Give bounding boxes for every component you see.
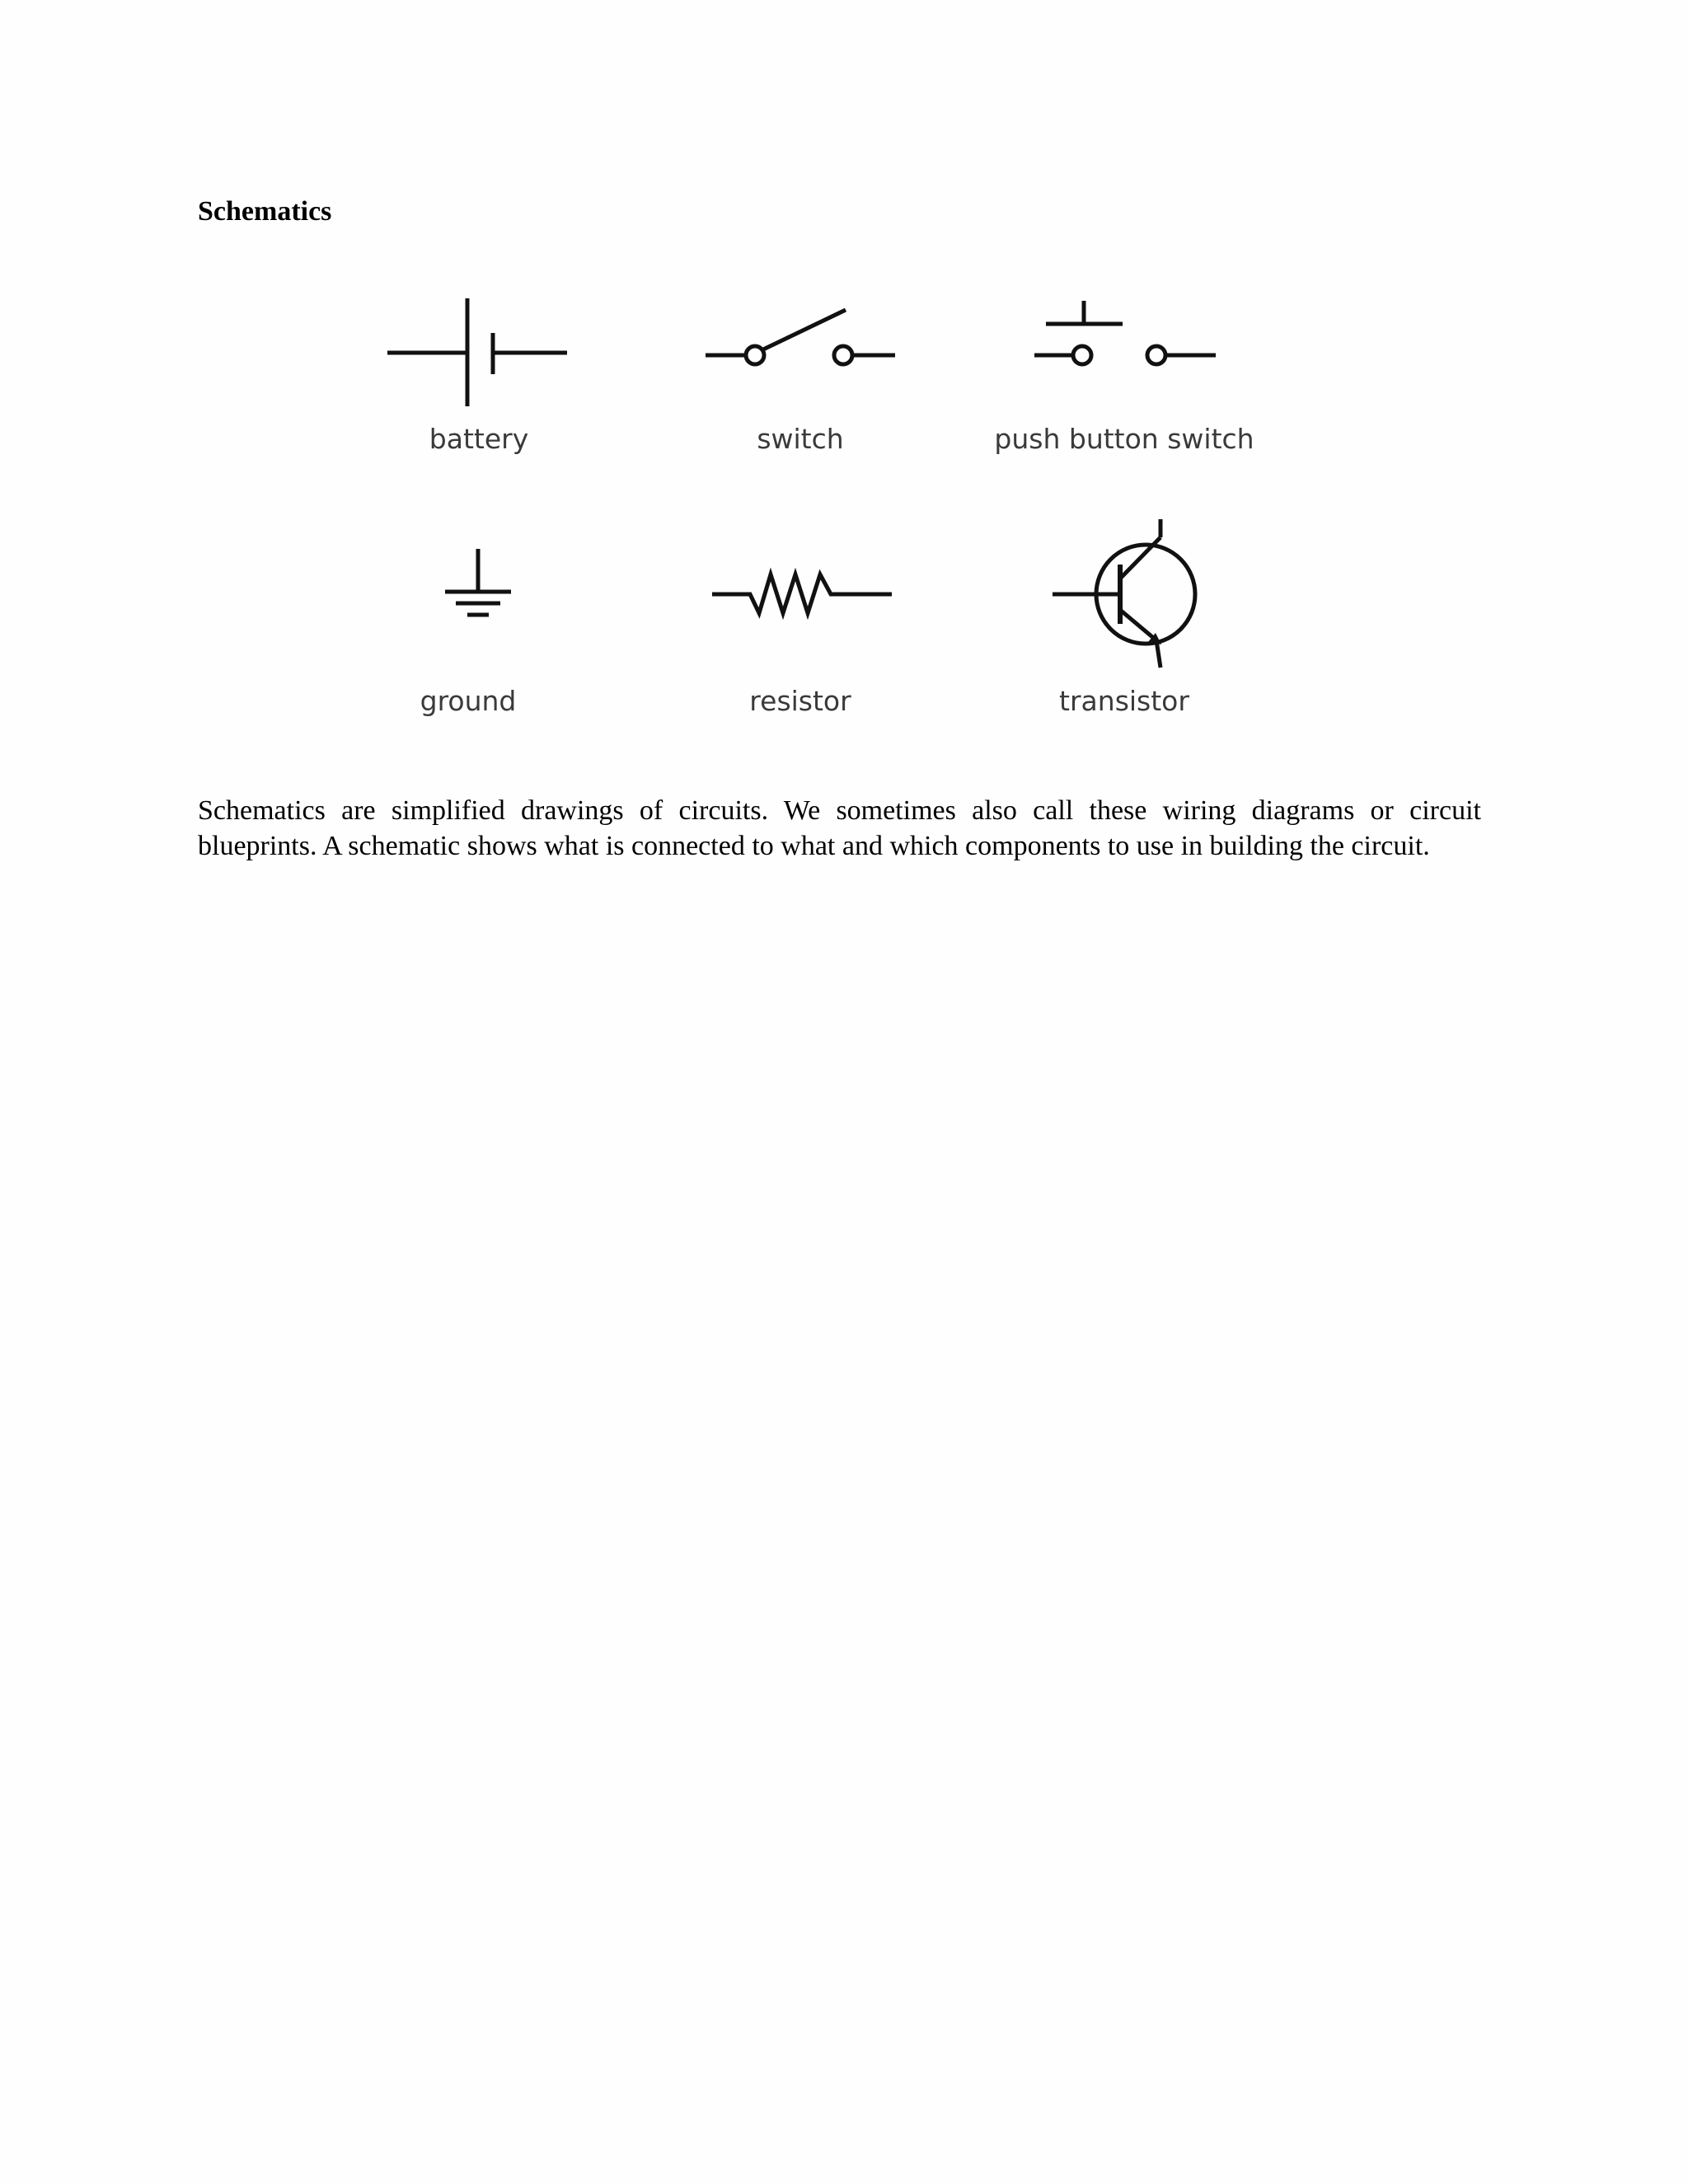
symbol-label-battery: battery [429,423,529,455]
battery-symbol-icon [387,298,567,406]
symbol-label-transistor: transistor [1059,685,1189,717]
push-button-switch-symbol-icon [1034,301,1216,364]
symbol-label-push-button-switch: push button switch [994,423,1254,455]
ground-symbol-icon [445,549,511,615]
transistor-symbol-icon [1053,519,1195,668]
symbol-label-resistor: resistor [749,685,851,717]
section-heading: Schematics [198,196,332,227]
body-paragraph: Schematics are simplified drawings of circuits. We sometimes also call these wiring diagrams or circuit blueprints. A schematic shows what is connected to what and which components to use in building the circuit. [198,795,1481,861]
schematic-symbols-svg [363,280,1294,742]
symbol-label-ground: ground [420,685,517,717]
symbol-label-switch: switch [757,423,844,455]
schematic-symbols-figure [363,280,1294,742]
resistor-symbol-icon [712,574,892,613]
switch-symbol-icon [706,310,895,364]
